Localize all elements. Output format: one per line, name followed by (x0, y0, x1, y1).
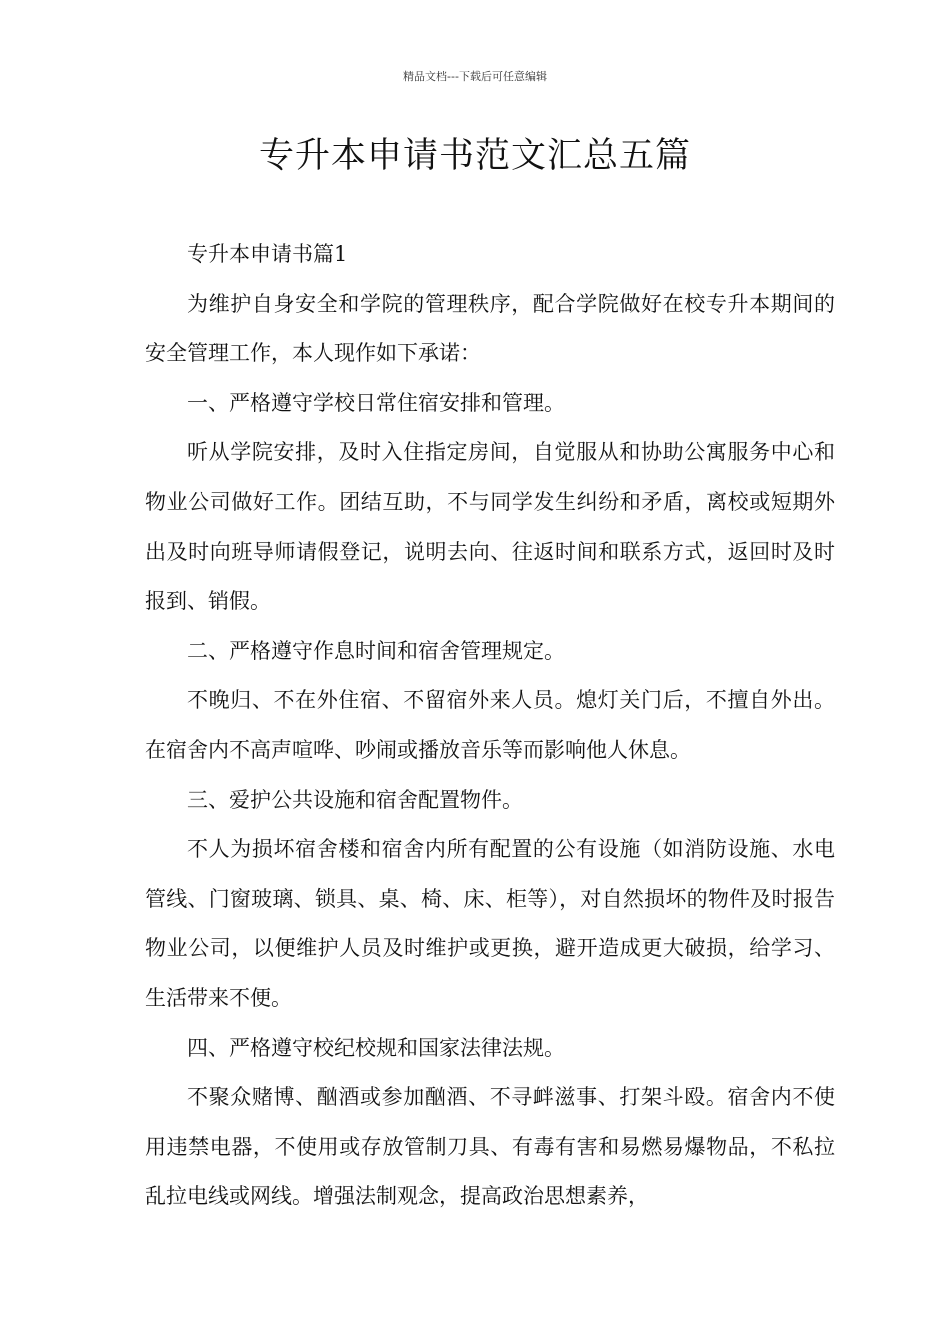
paragraph-item-3-body: 不人为损坏宿舍楼和宿舍内所有配置的公有设施（如消防设施、水电管线、门窗玻璃、锁具、桌、椅、床、柜等），对自然损坏的物件及时报告物业公司，以便维护人员及时维护或更换，避开造成更大破损，给学习、生活带来不便。 (145, 837, 835, 1010)
paragraph-item-1-heading: 一、严格遵守学校日常住宿安排和管理。 (187, 390, 565, 415)
paragraph-intro: 为维护自身安全和学院的管理秩序，配合学院做好在校专升本期间的安全管理工作，本人现作如下承诺： (145, 291, 835, 366)
paragraph-item-2-body: 不晚归、不在外住宿、不留宿外来人员。熄灯关门后，不擅自外出。在宿舍内不高声喧哗、吵闹或播放音乐等而影响他人休息。 (145, 688, 835, 762)
paragraph-item-1-body: 听从学院安排，及时入住指定房间，自觉服从和协助公寓服务中心和物业公司做好工作。团结互助，不与同学发生纠纷和矛盾，离校或短期外出及时向班导师请假登记，说明去向、往返时间和联系方式，返回时及时报到、销假。 (145, 440, 835, 614)
paragraph-item-3-heading: 三、爱护公共设施和宿舍配置物件。 (187, 787, 523, 812)
paragraph-item-4-heading: 四、严格遵守校纪校规和国家法律法规。 (187, 1035, 565, 1060)
document-body (145, 230, 835, 1222)
paragraph-item-4-body: 不聚众赌博、酗酒或参加酗酒、不寻衅滋事、打架斗殴。宿舍内不使用违禁电器，不使用或存放管制刀具、有毒有害和易燃易爆物品，不私拉乱拉电线或网线。增强法制观念，提高政治思想素养， (145, 1085, 835, 1209)
header-note: 精品文档---下载后可任意编辑 (403, 70, 547, 83)
paragraph-item-2-heading: 二、严格遵守作息时间和宿舍管理规定。 (187, 638, 565, 663)
document-title: 专升本申请书范文汇总五篇 (258, 136, 691, 176)
paragraph-section-heading: 专升本申请书篇1 (187, 242, 348, 266)
